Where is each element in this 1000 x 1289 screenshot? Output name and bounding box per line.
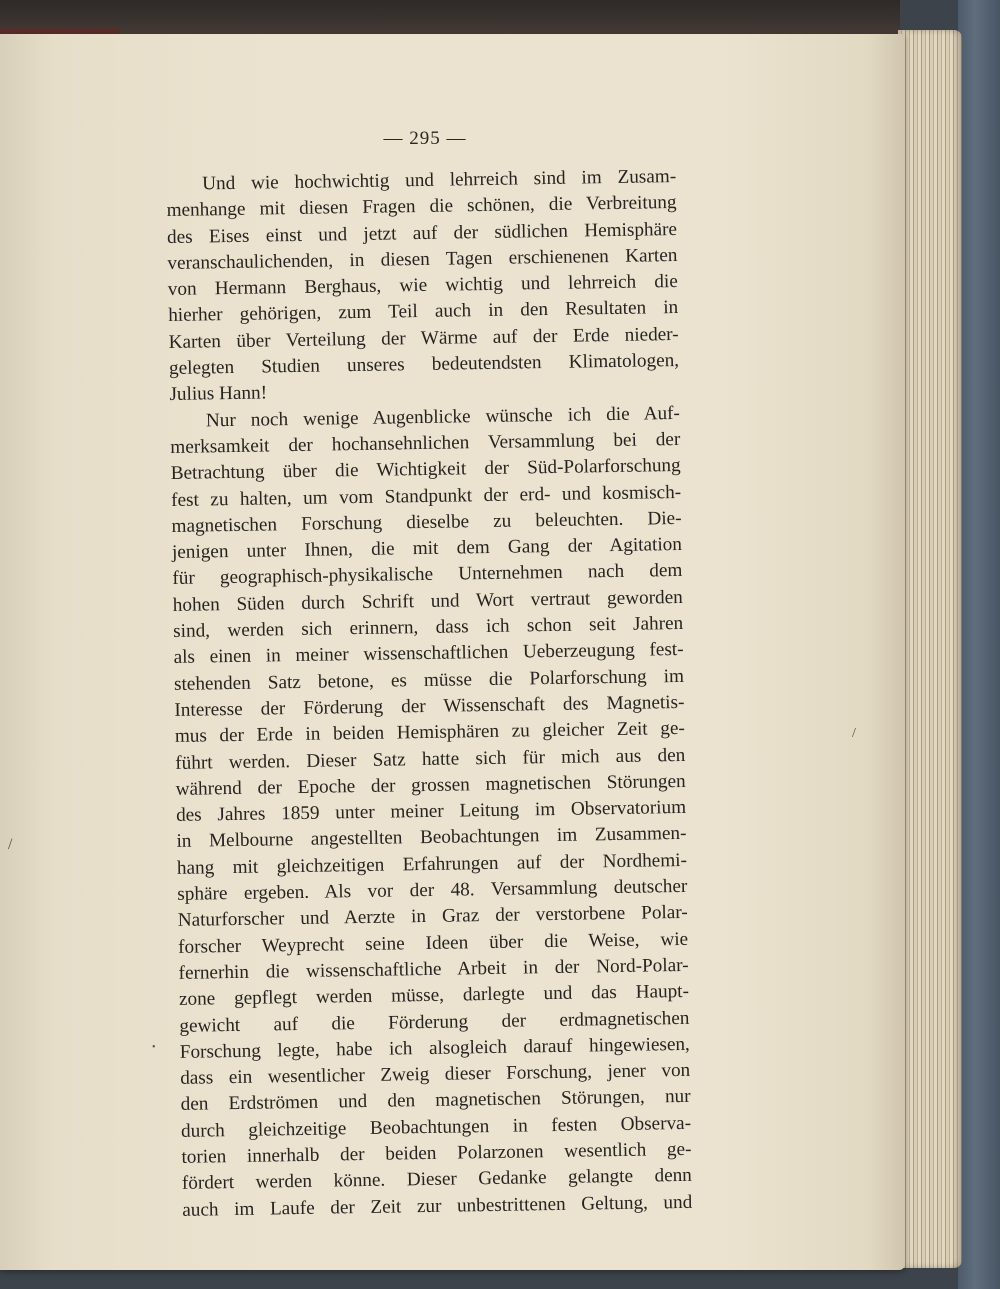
text-line: dass ein wesentlicher Zweig dieser Forschung, jener von	[180, 1059, 691, 1089]
text-line: hohen Süden durch Schrift und Wort vertraut geworden	[172, 586, 683, 616]
text-line: des Jahres 1859 unter meiner Leitung im Observatorium	[175, 797, 687, 827]
text-line: gewicht auf die Förderung der erdmagnetischen	[179, 1007, 690, 1037]
text-line: hang mit gleichzeitigen Erfahrungen auf der Nordhemi-	[176, 849, 688, 879]
text-line: merksamkeit der hochansehnlichen Versammlung bei der	[170, 428, 681, 458]
text-line: auch im Laufe der Zeit zur unbestrittenen Geltung, und	[182, 1191, 693, 1221]
text-line: von Hermann Berghaus, wie wichtig und lehrreich die	[167, 271, 678, 301]
text-line: magnetischen Forschung dieselbe zu beleuchten. Die-	[171, 507, 682, 537]
text-line: während der Epoche der grossen magnetischen Störungen	[175, 770, 686, 800]
page-edges	[898, 30, 962, 1268]
text-line: sphäre ergeben. Als vor der 48. Versammlung deutscher	[177, 875, 688, 905]
text-line: stehenden Satz betone, es müsse die Polarforschung im	[173, 665, 685, 695]
text-line: als einen in meiner wissenschaftlichen Ueberzeugung fest-	[173, 639, 684, 669]
text-line: forscher Weyprecht seine Ideen über die Weise, wie	[178, 928, 689, 958]
text-line: sind, werden sich erinnern, dass ich schon seit Jahren	[173, 612, 684, 642]
text-line: in Melbourne angestellten Beobachtungen im Zusammen-	[176, 823, 687, 853]
text-line: torien innerhalb der beiden Polarzonen wesentlich ge-	[181, 1138, 692, 1168]
margin-mark: /	[852, 726, 856, 741]
text-line: Nur noch wenige Augenblicke wünsche ich die Auf-	[205, 402, 681, 432]
text-line: Karten über Verteilung der Wärme auf der Erde nieder-	[168, 323, 679, 353]
text-line: fest zu halten, um vom Standpunkt der erd- und kosmisch-	[170, 481, 682, 511]
scan-background-strip	[0, 0, 900, 36]
text-line: durch gleichzeitige Beobachtungen in festen Observa-	[180, 1112, 692, 1142]
text-line: veranschaulichenden, in diesen Tagen erschienenen Karten	[167, 244, 678, 274]
text-line: menhange mit diesen Fragen die schönen, die Verbreitung	[166, 192, 677, 222]
text-line: Julius Hann!	[169, 382, 268, 406]
text-line: fernerhin die wissenschaftliche Arbeit in der Nord-Polar-	[178, 954, 689, 984]
text-line: Naturforscher und Aerzte in Graz der verstorbene Polar-	[177, 902, 688, 932]
margin-dot: •	[152, 1042, 156, 1053]
text-line: führt werden. Dieser Satz hatte sich für mich aus den	[175, 744, 686, 774]
body-text	[166, 164, 692, 1224]
text-line: des Eises einst und jetzt auf der südlichen Hemisphäre	[166, 218, 678, 248]
text-line: hierher gehörigen, zum Teil auch in den Resultaten in	[168, 297, 679, 327]
book-cover	[958, 0, 1000, 1289]
text-line: den Erdströmen und den magnetischen Störungen, nur	[180, 1086, 691, 1116]
text-line: Interesse der Förderung der Wissenschaft des Magnetis-	[174, 691, 685, 721]
text-line: mus der Erde in beiden Hemisphären zu gleicher Zeit ge-	[174, 718, 685, 748]
text-line: Forschung legte, habe ich alsogleich darauf hingewiesen,	[179, 1033, 690, 1063]
text-line: zone gepflegt werden müsse, darlegte und das Haupt-	[178, 981, 690, 1011]
text-line: für geographisch-physikalische Unternehmen nach dem	[172, 560, 683, 590]
text-line: gelegten Studien unseres bedeutendsten Klimatologen,	[168, 350, 680, 380]
text-line: Betrachtung über die Wichtigkeit der Süd-Polarforschung	[170, 455, 681, 485]
margin-mark: /	[8, 836, 13, 853]
text-line: fördert werden könne. Dieser Gedanke gelangte denn	[181, 1165, 692, 1195]
text-line: jenigen unter Ihnen, die mit dem Gang der Agitation	[171, 534, 683, 564]
page-number: — 295 —	[383, 128, 467, 149]
text-line: Und wie hochwichtig und lehrreich sind im Zusam-	[202, 165, 677, 195]
